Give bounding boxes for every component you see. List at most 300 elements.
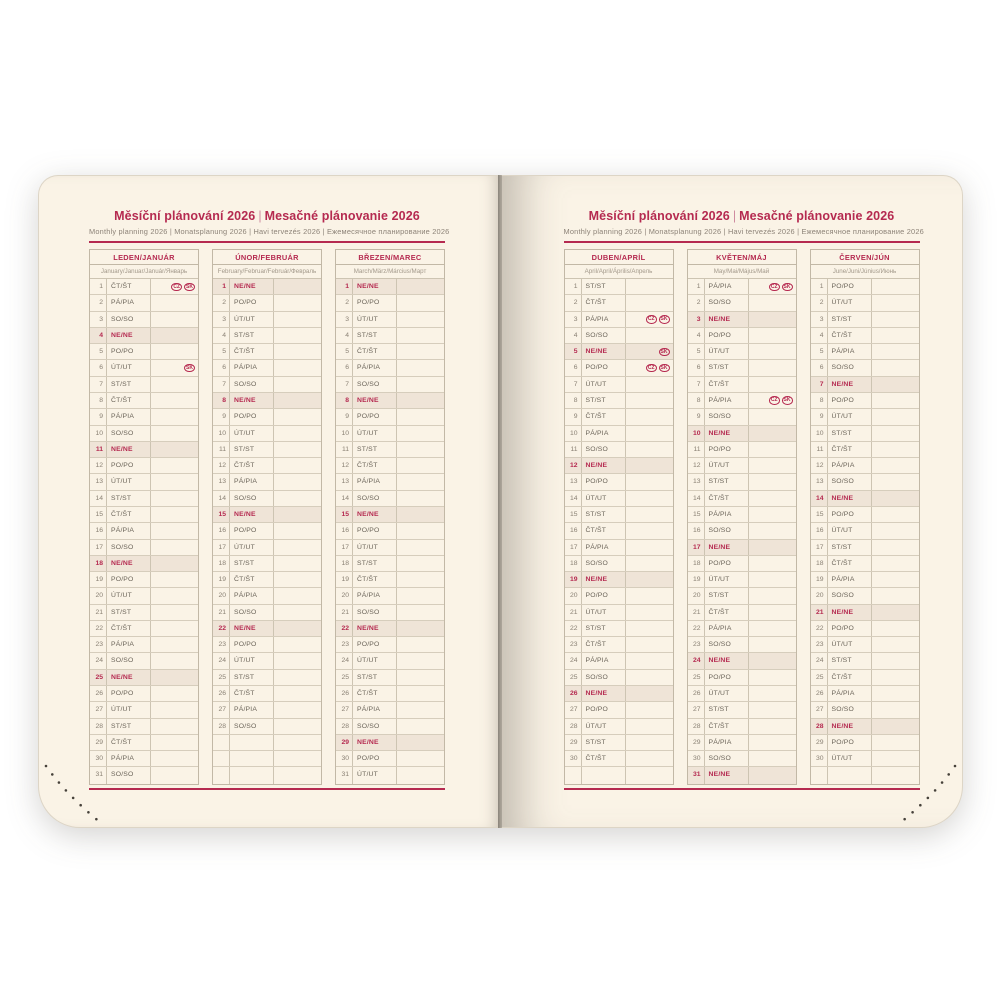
- left-page: [38, 175, 501, 828]
- day-number-cell: 15: [565, 507, 582, 522]
- day-name-cell: ST/ST: [107, 719, 151, 734]
- day-number-cell: 31: [688, 767, 705, 783]
- notes-cell: [151, 670, 198, 685]
- day-number-cell: 19: [565, 572, 582, 587]
- notes-cell: [872, 572, 919, 587]
- day-row: [336, 426, 444, 442]
- day-name-cell: [230, 767, 274, 783]
- day-name-cell: PÁ/PIA: [107, 523, 151, 538]
- page-subtitle: Monthly planning 2026 | Monatsplanung 2026 | Havi tervezés 2026 | Ежемесячное планирование 2026: [89, 227, 450, 236]
- day-row: [811, 605, 919, 621]
- day-name-cell: NE/NE: [705, 540, 749, 555]
- day-number-cell: 13: [811, 474, 828, 489]
- notes-cell: [749, 637, 796, 652]
- notes-cell: [151, 540, 198, 555]
- day-name-cell: ČT/ŠT: [107, 279, 151, 294]
- day-name-cell: ČT/ŠT: [230, 572, 274, 587]
- day-row: [90, 491, 198, 507]
- notes-cell: [749, 312, 796, 327]
- day-name-cell: ST/ST: [705, 588, 749, 603]
- notes-cell: [274, 279, 321, 294]
- month-languages: March/März/Március/Март: [336, 265, 444, 279]
- notes-cell: [626, 735, 673, 750]
- day-row: [90, 735, 198, 751]
- notes-cell: [274, 556, 321, 571]
- day-number-cell: 1: [811, 279, 828, 294]
- day-name-cell: SO/SO: [828, 588, 872, 603]
- day-number-cell: 11: [213, 442, 230, 457]
- notes-cell: [274, 686, 321, 701]
- day-name-cell: SO/SO: [230, 491, 274, 506]
- day-row: [90, 605, 198, 621]
- notes-cell: [151, 491, 198, 506]
- day-row: [811, 653, 919, 669]
- notes-cell: [397, 295, 444, 310]
- day-row: [688, 312, 796, 328]
- day-row: [90, 670, 198, 686]
- notes-cell: [626, 540, 673, 555]
- day-name-cell: ST/ST: [107, 377, 151, 392]
- notes-cell: [151, 637, 198, 652]
- notes-cell: [151, 312, 198, 327]
- day-row: [688, 377, 796, 393]
- day-number-cell: 23: [336, 637, 353, 652]
- sk-holiday-icon: SK: [660, 364, 668, 371]
- notes-cell: [274, 540, 321, 555]
- day-row: [213, 360, 321, 376]
- day-row: [90, 426, 198, 442]
- day-row: [336, 344, 444, 360]
- day-number-cell: 13: [688, 474, 705, 489]
- notes-cell: [626, 605, 673, 620]
- day-name-cell: ÚT/UT: [353, 540, 397, 555]
- notes-cell: [872, 295, 919, 310]
- day-number-cell: 3: [811, 312, 828, 327]
- day-name-cell: PÁ/PIA: [705, 393, 749, 408]
- day-number-cell: 20: [336, 588, 353, 603]
- notes-cell: [872, 637, 919, 652]
- day-row: [213, 442, 321, 458]
- sk-holiday-icon: SK: [186, 283, 193, 290]
- day-number-cell: 22: [811, 621, 828, 636]
- day-row: [336, 360, 444, 376]
- month-title: KVĚTEN/MÁJ: [688, 250, 796, 265]
- day-name-cell: PO/PO: [828, 621, 872, 636]
- day-name-cell: PÁ/PIA: [582, 426, 626, 441]
- day-name-cell: ST/ST: [582, 735, 626, 750]
- day-name-cell: ST/ST: [828, 653, 872, 668]
- day-name-cell: ÚT/UT: [107, 360, 151, 375]
- day-name-cell: PO/PO: [353, 637, 397, 652]
- notes-cell: [749, 670, 796, 685]
- day-row: [565, 621, 673, 637]
- day-name-cell: SO/SO: [828, 474, 872, 489]
- notes-cell: [749, 344, 796, 359]
- day-name-cell: ÚT/UT: [828, 751, 872, 766]
- day-row: [336, 588, 444, 604]
- day-name-cell: ČT/ŠT: [828, 556, 872, 571]
- month-column: [810, 249, 920, 785]
- day-name-cell: NE/NE: [705, 312, 749, 327]
- day-number-cell: 27: [336, 702, 353, 717]
- day-number-cell: 23: [90, 637, 107, 652]
- notes-cell: [626, 523, 673, 538]
- day-number-cell: 7: [688, 377, 705, 392]
- day-row: [565, 377, 673, 393]
- day-number-cell: 23: [565, 637, 582, 652]
- day-name-cell: SO/SO: [582, 670, 626, 685]
- day-row: [90, 507, 198, 523]
- day-row: [336, 458, 444, 474]
- day-name-cell: PO/PO: [705, 328, 749, 343]
- day-row: [213, 409, 321, 425]
- notes-cell: [626, 344, 673, 359]
- day-row: [811, 556, 919, 572]
- day-number-cell: 30: [688, 751, 705, 766]
- day-row: [213, 344, 321, 360]
- notes-cell: [749, 588, 796, 603]
- day-row: [811, 670, 919, 686]
- sk-holiday-icon: SK: [783, 283, 791, 290]
- day-number-cell: 28: [565, 719, 582, 734]
- day-name-cell: NE/NE: [353, 621, 397, 636]
- day-row: [565, 344, 673, 360]
- day-row: [688, 442, 796, 458]
- day-number-cell: 13: [565, 474, 582, 489]
- day-name-cell: SO/SO: [582, 556, 626, 571]
- day-row: [90, 393, 198, 409]
- day-name-cell: PÁ/PIA: [230, 588, 274, 603]
- day-number-cell: 28: [811, 719, 828, 734]
- day-name-cell: ČT/ŠT: [353, 686, 397, 701]
- day-number-cell: 24: [90, 653, 107, 668]
- day-name-cell: SO/SO: [107, 653, 151, 668]
- day-number-cell: 10: [336, 426, 353, 441]
- notes-cell: [151, 458, 198, 473]
- day-row: [90, 344, 198, 360]
- day-name-cell: NE/NE: [107, 556, 151, 571]
- day-name-cell: ST/ST: [705, 360, 749, 375]
- day-number-cell: 15: [811, 507, 828, 522]
- day-row: [688, 491, 796, 507]
- day-row: [213, 588, 321, 604]
- day-name-cell: SO/SO: [107, 312, 151, 327]
- notes-cell: [749, 621, 796, 636]
- day-name-cell: SO/SO: [230, 719, 274, 734]
- notes-cell: [872, 735, 919, 750]
- notes-cell: [872, 377, 919, 392]
- day-number-cell: 4: [213, 328, 230, 343]
- day-row: [90, 474, 198, 490]
- day-row: [336, 442, 444, 458]
- notes-cell: [274, 767, 321, 783]
- day-row: [213, 523, 321, 539]
- day-name-cell: ST/ST: [353, 556, 397, 571]
- day-row: [90, 588, 198, 604]
- notes-cell: [749, 328, 796, 343]
- notes-cell: [872, 540, 919, 555]
- day-row: [688, 409, 796, 425]
- notes-cell: [626, 702, 673, 717]
- day-row: [213, 572, 321, 588]
- day-row: [811, 637, 919, 653]
- day-number-cell: 21: [90, 605, 107, 620]
- day-number-cell: 21: [336, 605, 353, 620]
- day-name-cell: PÁ/PIA: [353, 588, 397, 603]
- month-column: [687, 249, 797, 785]
- notes-cell: [626, 377, 673, 392]
- day-number-cell: 17: [688, 540, 705, 555]
- day-number-cell: 29: [811, 735, 828, 750]
- day-number-cell: 10: [565, 426, 582, 441]
- day-name-cell: NE/NE: [353, 279, 397, 294]
- day-row: [336, 507, 444, 523]
- notes-cell: [151, 702, 198, 717]
- notes-cell: [397, 344, 444, 359]
- day-name-cell: SO/SO: [705, 751, 749, 766]
- page-title-cz: Měsíční plánování 2026: [588, 209, 730, 223]
- day-number-cell: 11: [811, 442, 828, 457]
- day-row: [565, 507, 673, 523]
- notes-cell: [151, 507, 198, 522]
- day-row: [90, 653, 198, 669]
- day-row: [336, 474, 444, 490]
- day-number-cell: 7: [213, 377, 230, 392]
- notes-cell: [274, 393, 321, 408]
- day-number-cell: 5: [336, 344, 353, 359]
- day-name-cell: PO/PO: [582, 474, 626, 489]
- notes-cell: [151, 377, 198, 392]
- day-row: [565, 653, 673, 669]
- page-title: [564, 209, 920, 223]
- notes-cell: [626, 751, 673, 766]
- month-title: DUBEN/APRÍL: [565, 250, 673, 265]
- day-row: [565, 409, 673, 425]
- day-number-cell: 6: [336, 360, 353, 375]
- day-number-cell: 24: [688, 653, 705, 668]
- notes-cell: [872, 474, 919, 489]
- day-name-cell: ÚT/UT: [582, 377, 626, 392]
- day-number-cell: 5: [688, 344, 705, 359]
- day-number-cell: 25: [336, 670, 353, 685]
- day-name-cell: PÁ/PIA: [107, 637, 151, 652]
- notes-cell: [626, 491, 673, 506]
- day-row: [811, 360, 919, 376]
- notes-cell: [151, 686, 198, 701]
- day-number-cell: 10: [213, 426, 230, 441]
- day-name-cell: PO/PO: [828, 393, 872, 408]
- day-row: [336, 751, 444, 767]
- title-separator: |: [258, 209, 262, 223]
- day-row: [336, 719, 444, 735]
- day-number-cell: 5: [213, 344, 230, 359]
- day-number-cell: 22: [90, 621, 107, 636]
- notes-cell: [151, 344, 198, 359]
- notes-cell: [397, 735, 444, 750]
- day-number-cell: 26: [565, 686, 582, 701]
- day-row: [213, 491, 321, 507]
- day-row: [688, 751, 796, 767]
- day-name-cell: SO/SO: [828, 702, 872, 717]
- day-row: [565, 312, 673, 328]
- day-row: [688, 344, 796, 360]
- day-name-cell: ČT/ŠT: [107, 393, 151, 408]
- day-name-cell: ÚT/UT: [353, 767, 397, 783]
- day-name-cell: ST/ST: [230, 670, 274, 685]
- day-name-cell: SO/SO: [705, 295, 749, 310]
- day-name-cell: SO/SO: [107, 540, 151, 555]
- day-name-cell: PÁ/PIA: [230, 360, 274, 375]
- notes-cell: [749, 474, 796, 489]
- day-row: [811, 393, 919, 409]
- day-name-cell: ÚT/UT: [705, 572, 749, 587]
- day-number-cell: 26: [811, 686, 828, 701]
- day-number-cell: 29: [336, 735, 353, 750]
- day-row: [336, 605, 444, 621]
- notes-cell: [397, 312, 444, 327]
- notes-cell: [872, 751, 919, 766]
- day-name-cell: ČT/ŠT: [353, 344, 397, 359]
- day-name-cell: ČT/ŠT: [230, 458, 274, 473]
- day-name-cell: NE/NE: [828, 605, 872, 620]
- notes-cell: [749, 295, 796, 310]
- day-number-cell: 12: [213, 458, 230, 473]
- month-title: ČERVEN/JÚN: [811, 250, 919, 265]
- day-name-cell: ÚT/UT: [230, 540, 274, 555]
- day-number-cell: 16: [565, 523, 582, 538]
- day-number-cell: 20: [213, 588, 230, 603]
- day-number-cell: 20: [90, 588, 107, 603]
- day-row: [811, 426, 919, 442]
- notes-cell: [626, 409, 673, 424]
- day-number-cell: 20: [688, 588, 705, 603]
- day-number-cell: 30: [565, 751, 582, 766]
- day-row: [336, 523, 444, 539]
- day-row: [213, 507, 321, 523]
- notes-cell: [274, 670, 321, 685]
- day-name-cell: PO/PO: [107, 686, 151, 701]
- day-row: [90, 767, 198, 783]
- day-row: [688, 686, 796, 702]
- month-title: BŘEZEN/MAREC: [336, 250, 444, 265]
- notes-cell: [872, 653, 919, 668]
- day-name-cell: PÁ/PIA: [230, 702, 274, 717]
- day-row: [688, 328, 796, 344]
- header-rule: [564, 241, 920, 243]
- day-row: [811, 442, 919, 458]
- day-name-cell: ČT/ŠT: [828, 442, 872, 457]
- notes-cell: [397, 605, 444, 620]
- day-number-cell: 15: [336, 507, 353, 522]
- notes-cell: [397, 621, 444, 636]
- notes-cell: [151, 279, 198, 294]
- day-number-cell: 29: [565, 735, 582, 750]
- day-row: [90, 686, 198, 702]
- day-name-cell: PÁ/PIA: [582, 653, 626, 668]
- day-number-cell: 31: [336, 767, 353, 783]
- day-row: [336, 312, 444, 328]
- notes-cell: [749, 393, 796, 408]
- day-row: [688, 507, 796, 523]
- sk-holiday-icon: SK: [783, 397, 791, 404]
- day-row: [565, 686, 673, 702]
- notes-cell: [749, 491, 796, 506]
- day-row: [213, 605, 321, 621]
- day-row: [811, 686, 919, 702]
- day-name-cell: PÁ/PIA: [107, 409, 151, 424]
- notes-cell: [749, 751, 796, 766]
- day-name-cell: PÁ/PIA: [582, 312, 626, 327]
- notes-cell: [749, 735, 796, 750]
- day-number-cell: 9: [90, 409, 107, 424]
- day-name-cell: ÚT/UT: [230, 312, 274, 327]
- day-name-cell: NE/NE: [353, 393, 397, 408]
- day-name-cell: ÚT/UT: [705, 686, 749, 701]
- day-number-cell: 14: [565, 491, 582, 506]
- notes-cell: [397, 458, 444, 473]
- day-name-cell: PO/PO: [230, 523, 274, 538]
- notes-cell: [872, 702, 919, 717]
- notes-cell: [151, 735, 198, 750]
- day-number-cell: 8: [90, 393, 107, 408]
- day-number-cell: 18: [213, 556, 230, 571]
- day-number-cell: 25: [565, 670, 582, 685]
- day-number-cell: 24: [213, 653, 230, 668]
- day-number-cell: 27: [688, 702, 705, 717]
- day-row: [565, 670, 673, 686]
- notes-cell: [397, 637, 444, 652]
- day-row: [565, 588, 673, 604]
- day-name-cell: ST/ST: [107, 491, 151, 506]
- day-number-cell: 7: [336, 377, 353, 392]
- notes-cell: [397, 474, 444, 489]
- day-number-cell: 10: [688, 426, 705, 441]
- day-row: [811, 295, 919, 311]
- empty-row: [565, 767, 673, 783]
- notes-cell: [749, 360, 796, 375]
- day-row: [336, 735, 444, 751]
- day-row: [90, 637, 198, 653]
- day-number-cell: 25: [90, 670, 107, 685]
- day-number-cell: 3: [90, 312, 107, 327]
- notes-cell: [274, 719, 321, 734]
- day-row: [336, 295, 444, 311]
- day-row: [811, 719, 919, 735]
- day-number-cell: 7: [90, 377, 107, 392]
- day-row: [688, 588, 796, 604]
- day-number-cell: 8: [565, 393, 582, 408]
- day-row: [213, 426, 321, 442]
- notes-cell: [397, 409, 444, 424]
- footer-rule: [564, 788, 920, 790]
- notes-cell: [274, 621, 321, 636]
- day-number-cell: 28: [688, 719, 705, 734]
- notes-cell: [872, 491, 919, 506]
- notes-cell: [397, 686, 444, 701]
- day-number-cell: 1: [336, 279, 353, 294]
- sk-holiday-icon: SK: [186, 364, 193, 371]
- day-number-cell: 2: [565, 295, 582, 310]
- day-number-cell: 14: [90, 491, 107, 506]
- notes-cell: [151, 409, 198, 424]
- day-name-cell: NE/NE: [582, 458, 626, 473]
- day-number-cell: 31: [90, 767, 107, 783]
- day-number-cell: 23: [213, 637, 230, 652]
- day-number-cell: 8: [688, 393, 705, 408]
- day-number-cell: 1: [688, 279, 705, 294]
- notes-cell: [872, 442, 919, 457]
- day-row: [213, 458, 321, 474]
